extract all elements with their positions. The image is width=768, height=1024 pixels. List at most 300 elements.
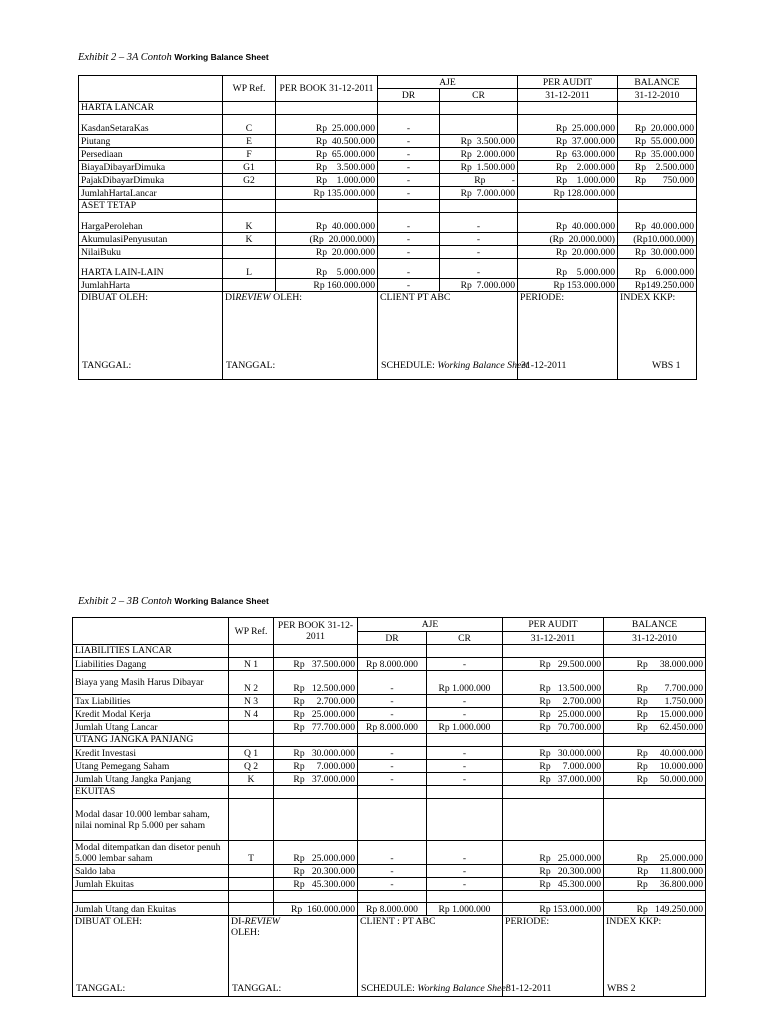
table-row [79, 233, 697, 246]
dr-cell: - [378, 259, 440, 279]
table-row [73, 658, 706, 671]
dr-cell: Rp 8.000.000 [358, 721, 427, 734]
wp-ref-cell: G2 [223, 174, 276, 187]
wp-ref-cell: N 4 [229, 708, 274, 721]
balance-cell [618, 187, 697, 200]
wp-ref-cell: E [223, 135, 276, 148]
empty-cell [358, 645, 427, 658]
empty-cell [274, 799, 358, 841]
table-row [79, 246, 697, 259]
wp-ref-cell: T [229, 841, 274, 865]
per-audit-cell: Rp 7.000.000 [503, 760, 604, 773]
empty-cell [503, 891, 604, 903]
table-row [79, 213, 697, 233]
per-book-cell: (Rp 20.000.000) [276, 233, 378, 246]
section-row [79, 200, 697, 213]
per-audit-cell: Rp 1.000.000 [518, 174, 618, 187]
footer-index-label: INDEX KKP: [606, 916, 662, 927]
row-label: Liabilities Dagang [73, 658, 229, 671]
empty-cell [274, 645, 358, 658]
row-label: Jumlah Utang Jangka Panjang [73, 773, 229, 786]
per-audit-cell: Rp 37.000.000 [518, 135, 618, 148]
per-book-cell: Rp 1.000.000 [276, 174, 378, 187]
row-label: Modal dasar 10.000 lembar saham, nilai nominal Rp 5.000 per saham [73, 799, 229, 841]
cr-cell: Rp 1.000.000 [427, 903, 503, 916]
header-balance-date: 31-12-2010 [604, 632, 706, 645]
dr-cell: - [358, 695, 427, 708]
wp-ref-cell [223, 246, 276, 259]
table-row [79, 115, 697, 135]
header-per-audit: PER AUDIT [503, 618, 604, 632]
footer-dibuat [79, 292, 223, 380]
header-dr: DR [378, 89, 440, 102]
footer-index-label: INDEX KKP: [620, 292, 676, 303]
table-row [73, 721, 706, 734]
per-audit-cell: Rp 25.000.000 [503, 708, 604, 721]
direview-prefix: DI- [231, 916, 245, 927]
per-audit-cell: Rp 45.300.000 [503, 878, 604, 891]
header-cr: CR [427, 632, 503, 645]
empty-cell [427, 734, 503, 747]
cr-cell: - [427, 747, 503, 760]
row-label: Kredit Modal Kerja [73, 708, 229, 721]
table-row [73, 799, 706, 841]
schedule-italic: Working Balance Sheet [417, 983, 509, 994]
per-audit-cell: Rp 29.500.000 [503, 658, 604, 671]
cr-cell: - [427, 878, 503, 891]
section-label: HARTA LANCAR [79, 102, 223, 115]
row-label: BiayaDibayarDimuka [79, 161, 223, 174]
dr-cell: Rp 8.000.000 [358, 658, 427, 671]
direview-prefix: DI [225, 292, 236, 303]
direview-italic: REVIEW [244, 916, 280, 927]
footer-periode [518, 292, 618, 380]
dr-cell: - [378, 279, 440, 292]
wp-ref-cell: N 2 [229, 671, 274, 695]
per-book-cell: Rp 65.000.000 [276, 148, 378, 161]
row-label: JumlahHartaLancar [79, 187, 223, 200]
table-row [79, 135, 697, 148]
empty-cell [358, 799, 427, 841]
balance-cell: Rp 35.000.000 [618, 148, 697, 161]
table-row [73, 878, 706, 891]
dr-cell: - [378, 187, 440, 200]
empty-cell [358, 734, 427, 747]
per-audit-cell: Rp 25.000.000 [503, 841, 604, 865]
per-book-cell: Rp 40.000.000 [276, 213, 378, 233]
per-book-cell: Rp 37.500.000 [274, 658, 358, 671]
empty-cell [276, 200, 378, 213]
table-row [79, 148, 697, 161]
table-row [73, 708, 706, 721]
exhibit-a-caption [78, 52, 269, 63]
wp-ref-cell [223, 279, 276, 292]
empty-cell [503, 786, 604, 799]
footer-periode [503, 916, 604, 997]
footer-periode-value: 31-12-2011 [506, 983, 552, 994]
header-balance-date: 31-12-2010 [618, 89, 697, 102]
table-row [73, 695, 706, 708]
dr-cell: - [378, 233, 440, 246]
wp-ref-cell: C [223, 115, 276, 135]
empty-cell [427, 799, 503, 841]
cr-cell: - [440, 233, 518, 246]
per-audit-cell: Rp 63.000.000 [518, 148, 618, 161]
row-label: AkumulasiPenyusutan [79, 233, 223, 246]
empty-cell [440, 200, 518, 213]
dr-cell: - [358, 671, 427, 695]
empty-cell [274, 734, 358, 747]
footer-b [73, 916, 706, 997]
balance-cell: Rp 62.450.000 [604, 721, 706, 734]
balance-cell: Rp 55.000.000 [618, 135, 697, 148]
dr-cell: - [378, 213, 440, 233]
wp-ref-cell [229, 878, 274, 891]
balance-cell: Rp149.250.000 [618, 279, 697, 292]
dr-cell: - [378, 135, 440, 148]
empty-cell [604, 786, 706, 799]
table-row [73, 891, 706, 903]
per-audit-cell: Rp 13.500.000 [503, 671, 604, 695]
balance-cell: Rp 750.000 [618, 174, 697, 187]
balance-cell: Rp 40.000.000 [604, 747, 706, 760]
row-label: Jumlah Ekuitas [73, 878, 229, 891]
footer-dibuat-label: DIBUAT OLEH: [81, 292, 149, 303]
header-wp-ref: WP Ref. [229, 618, 274, 645]
wp-ref-cell: N 1 [229, 658, 274, 671]
section-label: EKUITAS [73, 786, 229, 799]
empty-cell [276, 102, 378, 115]
dr-cell: - [378, 115, 440, 135]
header-aje: AJE [358, 618, 503, 632]
section-row [73, 786, 706, 799]
header-blank [79, 76, 223, 102]
footer-tanggal-2: TANGGAL: [232, 983, 282, 994]
empty-cell [378, 102, 440, 115]
table-row [73, 747, 706, 760]
footer-a [79, 292, 697, 380]
table-row [73, 773, 706, 786]
per-book-cell: Rp 160.000.000 [276, 279, 378, 292]
footer-index-value: WBS 2 [607, 983, 636, 994]
cr-cell: - [427, 841, 503, 865]
per-book-cell: Rp 7.000.000 [274, 760, 358, 773]
empty-cell [274, 891, 358, 903]
per-book-cell: Rp 30.000.000 [274, 747, 358, 760]
per-book-cell: Rp 20.300.000 [274, 865, 358, 878]
footer-dibuat-label: DIBUAT OLEH: [75, 916, 143, 927]
row-label: Jumlah Utang dan Ekuitas [73, 903, 229, 916]
cr-cell: Rp 2.000.000 [440, 148, 518, 161]
working-balance-sheet-b [72, 617, 706, 997]
empty-cell [518, 102, 618, 115]
per-audit-cell: Rp 20.300.000 [503, 865, 604, 878]
cr-cell: - [427, 658, 503, 671]
balance-cell: (Rp10.000.000) [618, 233, 697, 246]
header-dr: DR [358, 632, 427, 645]
row-label: Piutang [79, 135, 223, 148]
wp-ref-cell: Q 1 [229, 747, 274, 760]
wp-ref-cell [229, 721, 274, 734]
row-label: JumlahHarta [79, 279, 223, 292]
balance-cell: Rp 50.000.000 [604, 773, 706, 786]
footer-index [618, 292, 697, 380]
per-audit-cell: Rp 5.000.000 [518, 259, 618, 279]
balance-cell: Rp 2.500.000 [618, 161, 697, 174]
cr-cell: Rp 7.000.000 [440, 279, 518, 292]
wp-ref-cell: F [223, 148, 276, 161]
row-label: Kredit Investasi [73, 747, 229, 760]
per-book-cell: Rp 3.500.000 [276, 161, 378, 174]
wp-ref-cell: L [223, 259, 276, 279]
balance-cell: Rp 36.800.000 [604, 878, 706, 891]
per-book-cell: Rp 160.000.000 [274, 903, 358, 916]
section-label: ASET TETAP [79, 200, 223, 213]
balance-cell: Rp 11.800.000 [604, 865, 706, 878]
empty-cell [518, 200, 618, 213]
empty-cell [274, 786, 358, 799]
wp-ref-cell: N 3 [229, 695, 274, 708]
balance-cell: Rp 149.250.000 [604, 903, 706, 916]
row-label: Saldo laba [73, 865, 229, 878]
per-audit-cell: Rp 153.000.000 [518, 279, 618, 292]
header-per-book: PER BOOK 31-12-2011 [276, 76, 378, 102]
empty-cell [223, 200, 276, 213]
wp-ref-cell: G1 [223, 161, 276, 174]
balance-cell: Rp 25.000.000 [604, 841, 706, 865]
empty-cell [229, 799, 274, 841]
dr-cell: - [358, 865, 427, 878]
header-blank [73, 618, 229, 645]
cr-cell: Rp 3.500.000 [440, 135, 518, 148]
empty-cell [229, 891, 274, 903]
header-cr: CR [440, 89, 518, 102]
dr-cell: - [378, 161, 440, 174]
cr-cell: - [427, 760, 503, 773]
header-aje: AJE [378, 76, 518, 89]
wp-ref-cell [229, 865, 274, 878]
empty-cell [223, 102, 276, 115]
footer-client [358, 916, 509, 997]
dr-cell: - [358, 841, 427, 865]
balance-cell: Rp 20.000.000 [618, 115, 697, 135]
dr-cell: - [358, 760, 427, 773]
per-book-cell: Rp 25.000.000 [274, 708, 358, 721]
empty-cell [73, 891, 229, 903]
per-book-cell: Rp 5.000.000 [276, 259, 378, 279]
per-audit-cell: Rp 2.000.000 [518, 161, 618, 174]
footer-tanggal-1: TANGGAL: [82, 360, 132, 371]
row-label: Biaya yang Masih Harus Dibayar [73, 671, 229, 695]
footer-direview [223, 292, 378, 380]
cr-cell [440, 115, 518, 135]
table-row [79, 279, 697, 292]
per-book-cell: Rp 135.000.000 [276, 187, 378, 200]
empty-cell [618, 102, 697, 115]
cr-cell: Rp 1.000.000 [427, 721, 503, 734]
wp-ref-cell: K [223, 233, 276, 246]
wp-ref-cell: K [229, 773, 274, 786]
dr-cell: - [358, 708, 427, 721]
empty-cell [358, 786, 427, 799]
per-audit-cell: (Rp 20.000.000) [518, 233, 618, 246]
per-audit-cell: Rp 30.000.000 [503, 747, 604, 760]
footer-periode-value: 31-12-2011 [521, 360, 567, 371]
cr-cell: - [440, 259, 518, 279]
per-audit-cell: Rp 2.700.000 [503, 695, 604, 708]
empty-cell [229, 786, 274, 799]
table-row [73, 841, 706, 865]
table-row [79, 161, 697, 174]
footer-periode-label: PERIODE: [520, 292, 565, 303]
exhibit-b-caption [78, 596, 269, 607]
table-row [79, 259, 697, 279]
header-per-audit: PER AUDIT [518, 76, 618, 89]
per-audit-cell: Rp 70.700.000 [503, 721, 604, 734]
per-book-cell: Rp 45.300.000 [274, 878, 358, 891]
footer-direview [229, 916, 358, 997]
section-row [73, 645, 706, 658]
direview-suffix: OLEH: [270, 292, 303, 303]
per-audit-cell: Rp 128.000.000 [518, 187, 618, 200]
schedule-prefix: SCHEDULE: [361, 983, 418, 994]
balance-cell: Rp 6.000.000 [618, 259, 697, 279]
per-book-cell: Rp 77.700.000 [274, 721, 358, 734]
balance-cell: Rp 38.000.000 [604, 658, 706, 671]
dr-cell: - [358, 878, 427, 891]
footer-client-label: CLIENT PT ABC [380, 292, 451, 303]
table-row [73, 903, 706, 916]
empty-cell [440, 102, 518, 115]
table-row [79, 187, 697, 200]
row-label: Persediaan [79, 148, 223, 161]
header-balance: BALANCE [604, 618, 706, 632]
wp-ref-cell: Q 2 [229, 760, 274, 773]
cr-cell: - [427, 865, 503, 878]
per-book-cell: Rp 2.700.000 [274, 695, 358, 708]
empty-cell [503, 799, 604, 841]
dr-cell: Rp 8.000.000 [358, 903, 427, 916]
dr-cell: - [358, 747, 427, 760]
cr-cell: - [427, 708, 503, 721]
empty-cell [503, 645, 604, 658]
cr-cell: - [440, 246, 518, 259]
section-label: UTANG JANGKA PANJANG [73, 734, 229, 747]
table-row [79, 174, 697, 187]
empty-cell [618, 200, 697, 213]
wp-ref-cell: K [223, 213, 276, 233]
empty-cell [604, 891, 706, 903]
exhibit-b-caption-italic: Exhibit 2 – 3B Contoh [78, 596, 172, 607]
wp-ref-cell [223, 187, 276, 200]
cr-cell: Rp 7.000.000 [440, 187, 518, 200]
dr-cell: - [378, 246, 440, 259]
row-label: KasdanSetaraKas [79, 115, 223, 135]
balance-cell: Rp 10.000.000 [604, 760, 706, 773]
dr-cell: - [378, 174, 440, 187]
per-book-cell: Rp 37.000.000 [274, 773, 358, 786]
row-label: PajakDibayarDimuka [79, 174, 223, 187]
header-balance: BALANCE [618, 76, 697, 89]
row-label: HARTA LAIN-LAIN [79, 259, 223, 279]
footer-periode-label: PERIODE: [505, 916, 550, 927]
per-book-cell: Rp 12.500.000 [274, 671, 358, 695]
row-label: NilaiBuku [79, 246, 223, 259]
cr-cell: - [427, 773, 503, 786]
schedule-prefix: SCHEDULE: [381, 360, 438, 371]
table-row [73, 671, 706, 695]
empty-cell [427, 891, 503, 903]
row-label: Utang Pemegang Saham [73, 760, 229, 773]
table-row [73, 760, 706, 773]
empty-cell [427, 786, 503, 799]
row-label: Modal ditempatkan dan disetor penuh 5.000 lembar saham [73, 841, 229, 865]
per-book-cell: Rp 25.000.000 [274, 841, 358, 865]
exhibit-a-caption-sans: Working Balance Sheet [174, 52, 269, 62]
footer-tanggal-2: TANGGAL: [226, 360, 276, 371]
per-book-cell: Rp 40.500.000 [276, 135, 378, 148]
cr-cell: Rp - [440, 174, 518, 187]
table-row [73, 865, 706, 878]
dr-cell: - [358, 773, 427, 786]
cr-cell: Rp 1.500.000 [440, 161, 518, 174]
per-book-cell: Rp 20.000.000 [276, 246, 378, 259]
row-label: Tax Liabilities [73, 695, 229, 708]
per-audit-cell: Rp 153.000.000 [503, 903, 604, 916]
footer-index [604, 916, 706, 997]
per-audit-cell: Rp 20.000.000 [518, 246, 618, 259]
per-audit-cell: Rp 40.000.000 [518, 213, 618, 233]
schedule-italic: Working Balance Sheet [437, 360, 529, 371]
row-label: HargaPerolehan [79, 213, 223, 233]
cr-cell: - [427, 695, 503, 708]
dr-cell: - [378, 148, 440, 161]
footer-dibuat [73, 916, 229, 997]
direview-italic: REVIEW [235, 292, 271, 303]
header-per-book: PER BOOK 31-12-2011 [274, 618, 358, 645]
per-audit-cell: Rp 37.000.000 [503, 773, 604, 786]
empty-cell [358, 891, 427, 903]
exhibit-b-caption-sans: Working Balance Sheet [174, 596, 269, 606]
balance-cell: Rp 30.000.000 [618, 246, 697, 259]
footer-client-label: CLIENT : PT ABC [360, 916, 436, 927]
cr-cell: - [440, 213, 518, 233]
section-row [73, 734, 706, 747]
empty-cell [604, 799, 706, 841]
direview-suffix: OLEH: [231, 927, 260, 938]
empty-cell [427, 645, 503, 658]
empty-cell [604, 734, 706, 747]
row-label: Jumlah Utang Lancar [73, 721, 229, 734]
per-audit-cell: Rp 25.000.000 [518, 115, 618, 135]
balance-cell: Rp 15.000.000 [604, 708, 706, 721]
working-balance-sheet-a [78, 75, 697, 380]
footer-tanggal-1: TANGGAL: [76, 983, 126, 994]
section-row [79, 102, 697, 115]
section-label: LIABILITIES LANCAR [73, 645, 229, 658]
balance-cell: Rp 40.000.000 [618, 213, 697, 233]
empty-cell [229, 645, 274, 658]
wp-ref-cell [229, 903, 274, 916]
footer-index-value: WBS 1 [652, 360, 681, 371]
cr-cell: Rp 1.000.000 [427, 671, 503, 695]
balance-cell: Rp 7.700.000 [604, 671, 706, 695]
per-book-cell: Rp 25.000.000 [276, 115, 378, 135]
empty-cell [229, 734, 274, 747]
exhibit-a-caption-italic: Exhibit 2 – 3A Contoh [78, 52, 172, 63]
empty-cell [604, 645, 706, 658]
header-per-audit-date: 31-12-2011 [518, 89, 618, 102]
